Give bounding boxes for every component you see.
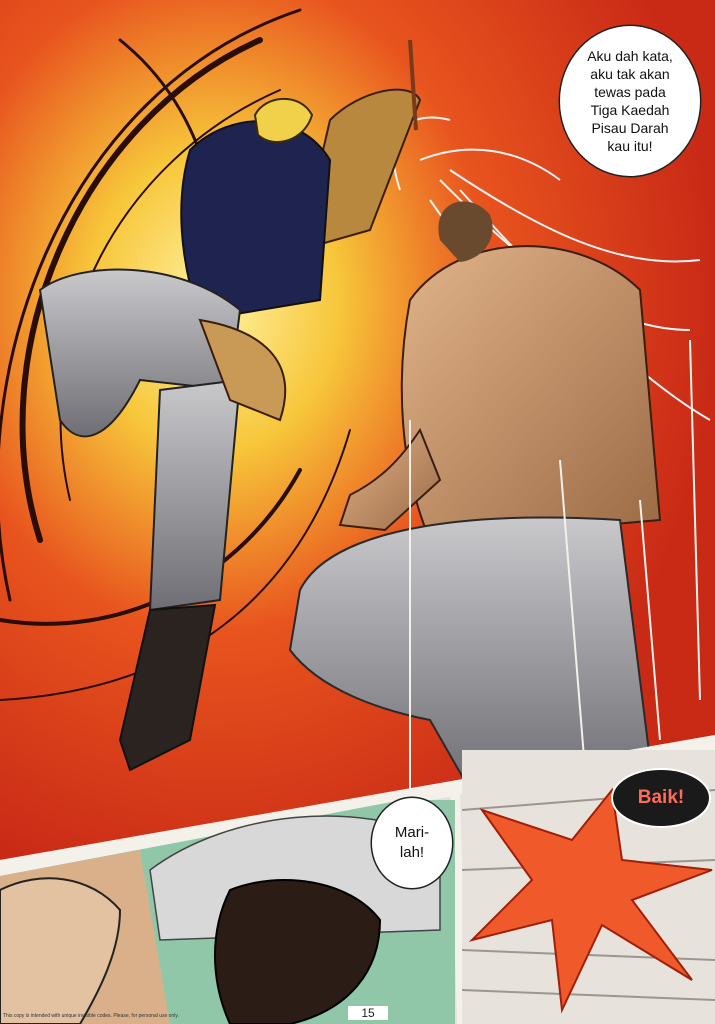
speech-text-main: Aku dah kata, aku tak akan tewas pada Tiga Kaedah Pisau Darah kau itu! [587,48,673,154]
speech-balloon-baik [613,770,709,826]
page-number: 15 [348,1006,388,1020]
fine-print: This copy is intended with unique invisible codes. Please, for personal use only. [3,1013,179,1019]
speech-text-baik: Baik! [637,787,685,808]
speech-balloon-mari [372,798,452,888]
speech-balloon-main [560,26,700,176]
speech-text-mari: Mari- lah! [394,824,430,861]
